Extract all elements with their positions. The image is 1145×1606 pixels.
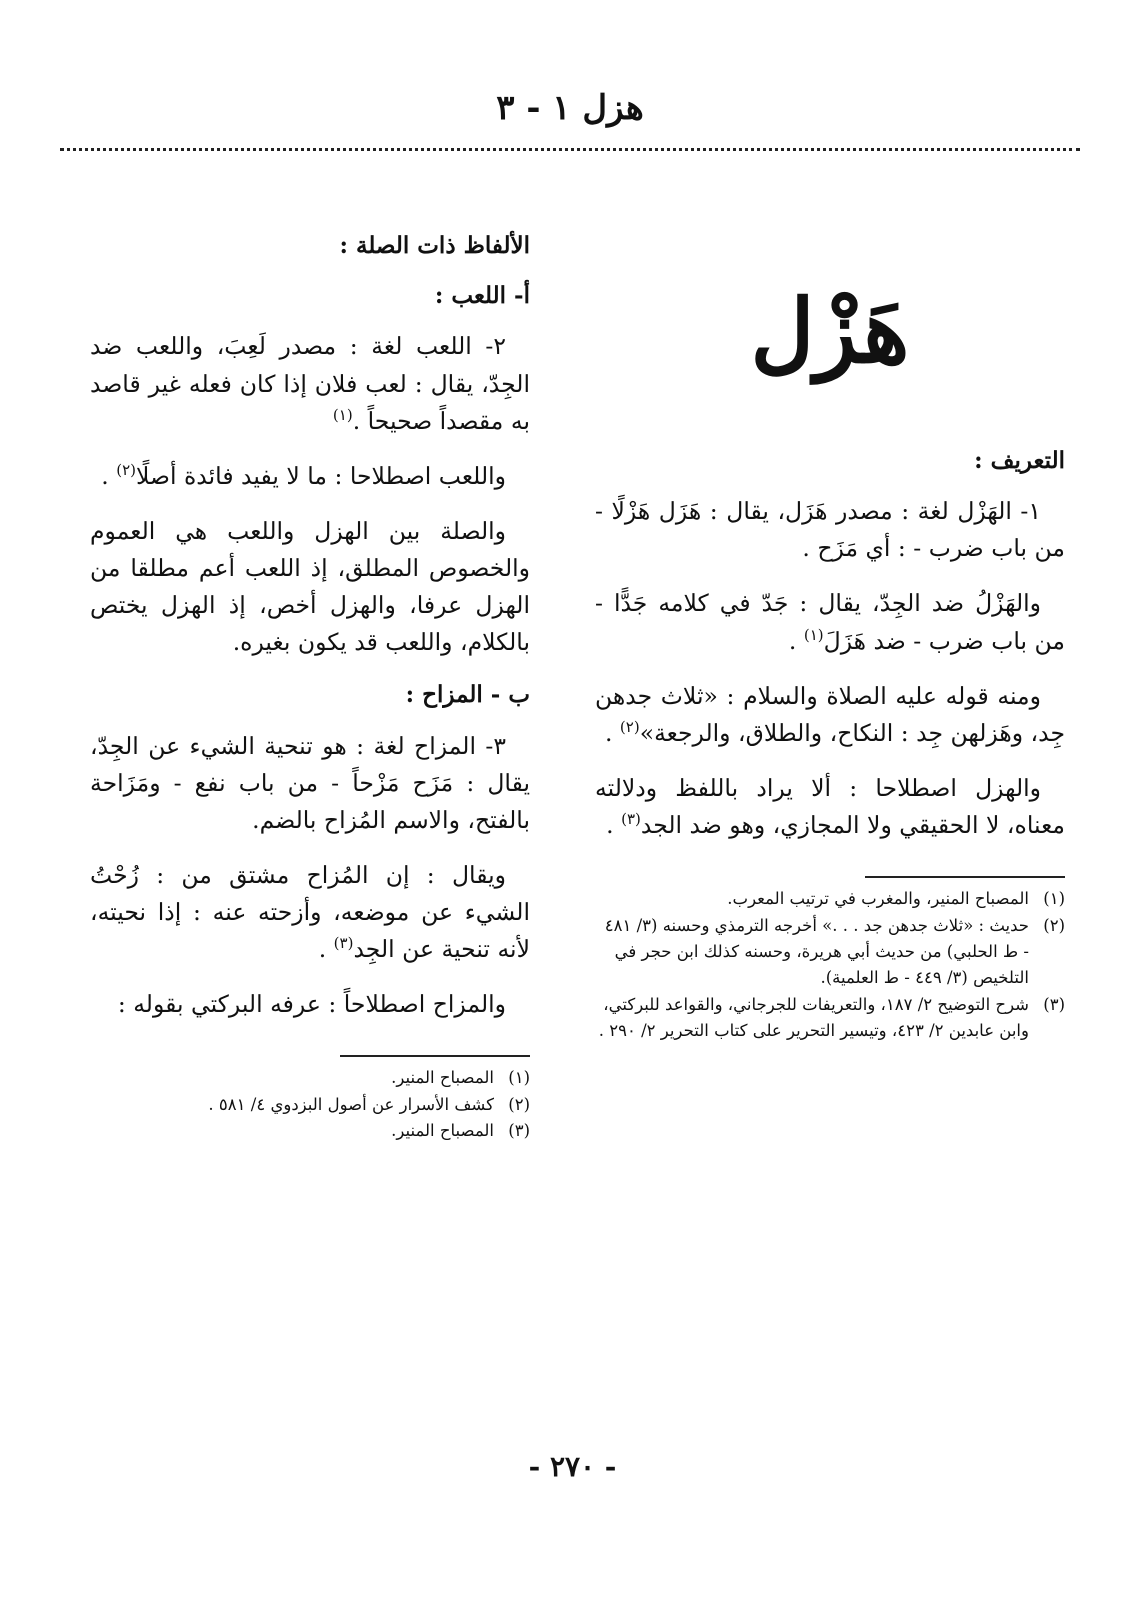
subheading-joking: ب - المزاح : [405,681,530,709]
header-dotted-rule [60,148,1080,151]
paragraph-opposite-of-serious: والهَزْلُ ضد الجِدّ، يقال : جَدّ في كلامه جَدًّا - من باب ضرب - ضد هَزَلَ$^{(١)}$ . [595,589,1065,655]
footnote-ref: (١) [332,405,353,424]
footnote: (٣) شرح التوضيح ٢/ ١٨٧، والتعريفات للجرجاني، والقواعد للبركتي، وابن عابدين ٢/ ٤٢٣، وتيسير التحرير على كتاب التحرير ٢/ ٢٩٠ . [598,994,1065,1041]
definition-heading: التعريف : [974,447,1065,474]
footnote: (١) المصباح المنير، والمغرب في ترتيب المعرب. [727,889,1065,909]
paragraph-play-technical: واللعب اصطلاحا : ما لا يفيد فائدة أصلًا$^{(٢)}$ . [101,460,506,490]
paragraph-hadith: ومنه قوله عليه الصلاة والسلام : «ثلاث جدهن جِد، وهَزلهن جِد : النكاح، والطلاق، والرجعة»$^{(٢)}$ . [595,681,1065,747]
paragraph-2-play-lexical: ٢- اللعب لغة : مصدر لَعِبَ، واللعب ضد الجِدّ، يقال : لعب فلان إذا كان فعله غير قاصد به مقصداً صحيحاً .$^{(١)}$ [90,332,530,435]
paragraph-1-lexical: ١- الهَزْل لغة : مصدر هَزَل، يقال : هَزَل هَزْلًا - من باب ضرب - : أي مَزَح . [595,497,1065,563]
left-column [90,212,530,1145]
related-terms-heading: الألفاظ ذات الصلة : [339,232,530,259]
footnote: (٣) المصباح المنير. [391,1121,530,1141]
footnote: (٢) كشف الأسرار عن أصول البزدوي ٤/ ٥٨١ . [208,1094,530,1114]
running-title: هزل ١ - ٣ [496,88,644,128]
paragraph-technical-definition: والهزل اصطلاحا : ألا يراد باللفظ ودلالته معناه، لا الحقيقي ولا المجازي، وهو ضد الجد$^{(٣)}$ . [595,773,1065,840]
footnote-ref: (٣) [621,810,641,829]
paragraph-joking-derivation: ويقال : إن المُزاح مشتق من : زُحْتُ الشيء عن موضعه، وأزحته عنه : إذا نحيته، لأنه تنحية عن الجِد$^{(٣)}$ . [90,860,530,964]
page-number: - ٢٧٠ - [528,1450,617,1483]
paragraph-relation: والصلة بين الهزل واللعب هي العموم والخصوص المطلق، إذ اللعب أعم مطلقا من الهزل عرفا، والهزل أخص، إذ الهزل يختص بالكلام، واللعب قد يكون بغيره. [90,516,530,657]
entry-title: هَزْل [750,279,910,383]
footnote-ref: (٣) [333,934,354,953]
footnote-divider [340,1055,530,1057]
footnote: (٢) حديث : «ثلاث جدهن جد . . .» أخرجه الترمذي وحسنه (٣/ ٤٨١ - ط الحلبي) من حديث أبي هريرة، وحسنه كذلك ابن حجر في التلخيص (٣/ ٤٤٩ - ط العلمية). [604,915,1065,988]
page-header [60,88,1080,168]
paragraph-3-joking-lexical: ٣- المزاح لغة : هو تنحية الشيء عن الجِدّ، يقال : مَزَح مَزْحاً - من باب نفع - ومَزَاحة بالفتح، والاسم المُزاح بالضم. [90,731,530,834]
footnote-ref: (٢) [116,460,136,479]
footnote-ref: (١) [803,625,824,644]
right-column [595,212,1065,1045]
footnote: (١) المصباح المنير. [391,1068,530,1088]
paragraph-joking-technical: والمزاح اصطلاحاً : عرفه البركتي بقوله : [117,990,506,1019]
footnote-ref: (٢) [619,717,640,736]
footnote-divider [865,876,1065,878]
subheading-play: أ- اللعب : [434,282,530,310]
